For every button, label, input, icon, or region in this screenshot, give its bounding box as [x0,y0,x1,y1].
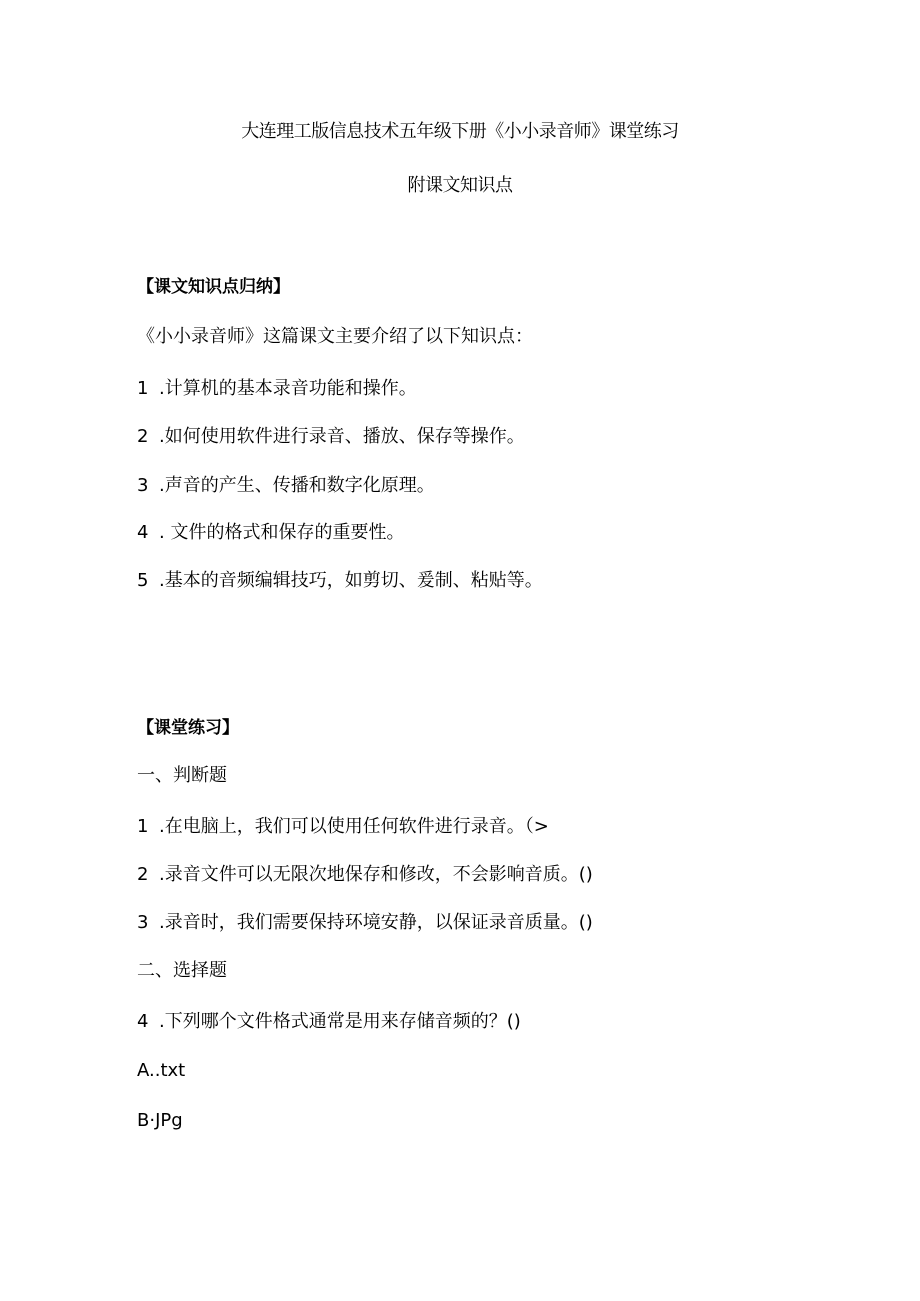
question-text: .录音文件可以无限次地保存和修改，不会影响音质。() [159,864,593,885]
knowledge-point [137,477,435,495]
judgement-question [137,866,593,884]
question-text: .录音时，我们需要保持环境安静，以保证录音质量。() [159,912,593,933]
point-text: .基本的音频编辑技巧，如剪切、爰制、粘贴等。 [159,570,543,591]
document-subtitle: 附课文知识点 [407,175,513,196]
question-text: .在电脑上，我们可以使用任何软件进行录音。（> [159,816,549,837]
question-number: 1 [137,816,149,837]
point-number: 1 [137,378,149,399]
choice-section-title: 二、选择题 [137,960,227,981]
point-number: 5 [137,570,149,591]
question-number: 2 [137,864,149,885]
judgement-question [137,818,549,836]
knowledge-point [137,428,525,446]
choice-option-b: B·JPg [137,1110,183,1131]
question-text: .下列哪个文件格式通常是用来存储音频的？() [159,1011,521,1032]
choice-option-a: A..txt [137,1060,186,1081]
exercise-heading: 【课堂练习】 [137,718,239,738]
point-number: 4 [137,522,149,543]
judgement-section-title: 一、判断题 [137,765,227,786]
choice-question [137,1013,521,1031]
point-number: 2 [137,426,149,447]
point-number: 3 [137,475,149,496]
knowledge-point [137,572,543,590]
knowledge-point [137,380,417,398]
point-text: .计算机的基本录音功能和操作。 [159,378,417,399]
knowledge-heading: 【课文知识点归纳】 [137,277,290,297]
document-title: 大连理工版信息技术五年级下册《小小录音师》课堂练习 [241,121,679,142]
question-number: 3 [137,912,149,933]
question-number: 4 [137,1011,149,1032]
knowledge-intro: 《小小录音师》这篇课文主要介绍了以下知识点： [137,326,533,347]
judgement-question [137,914,593,932]
point-text: .如何使用软件进行录音、播放、保存等操作。 [159,426,525,447]
knowledge-point [137,524,404,542]
point-text: .声音的产生、传播和数字化原理。 [159,475,435,496]
point-text: . 文件的格式和保存的重要性。 [159,522,405,543]
